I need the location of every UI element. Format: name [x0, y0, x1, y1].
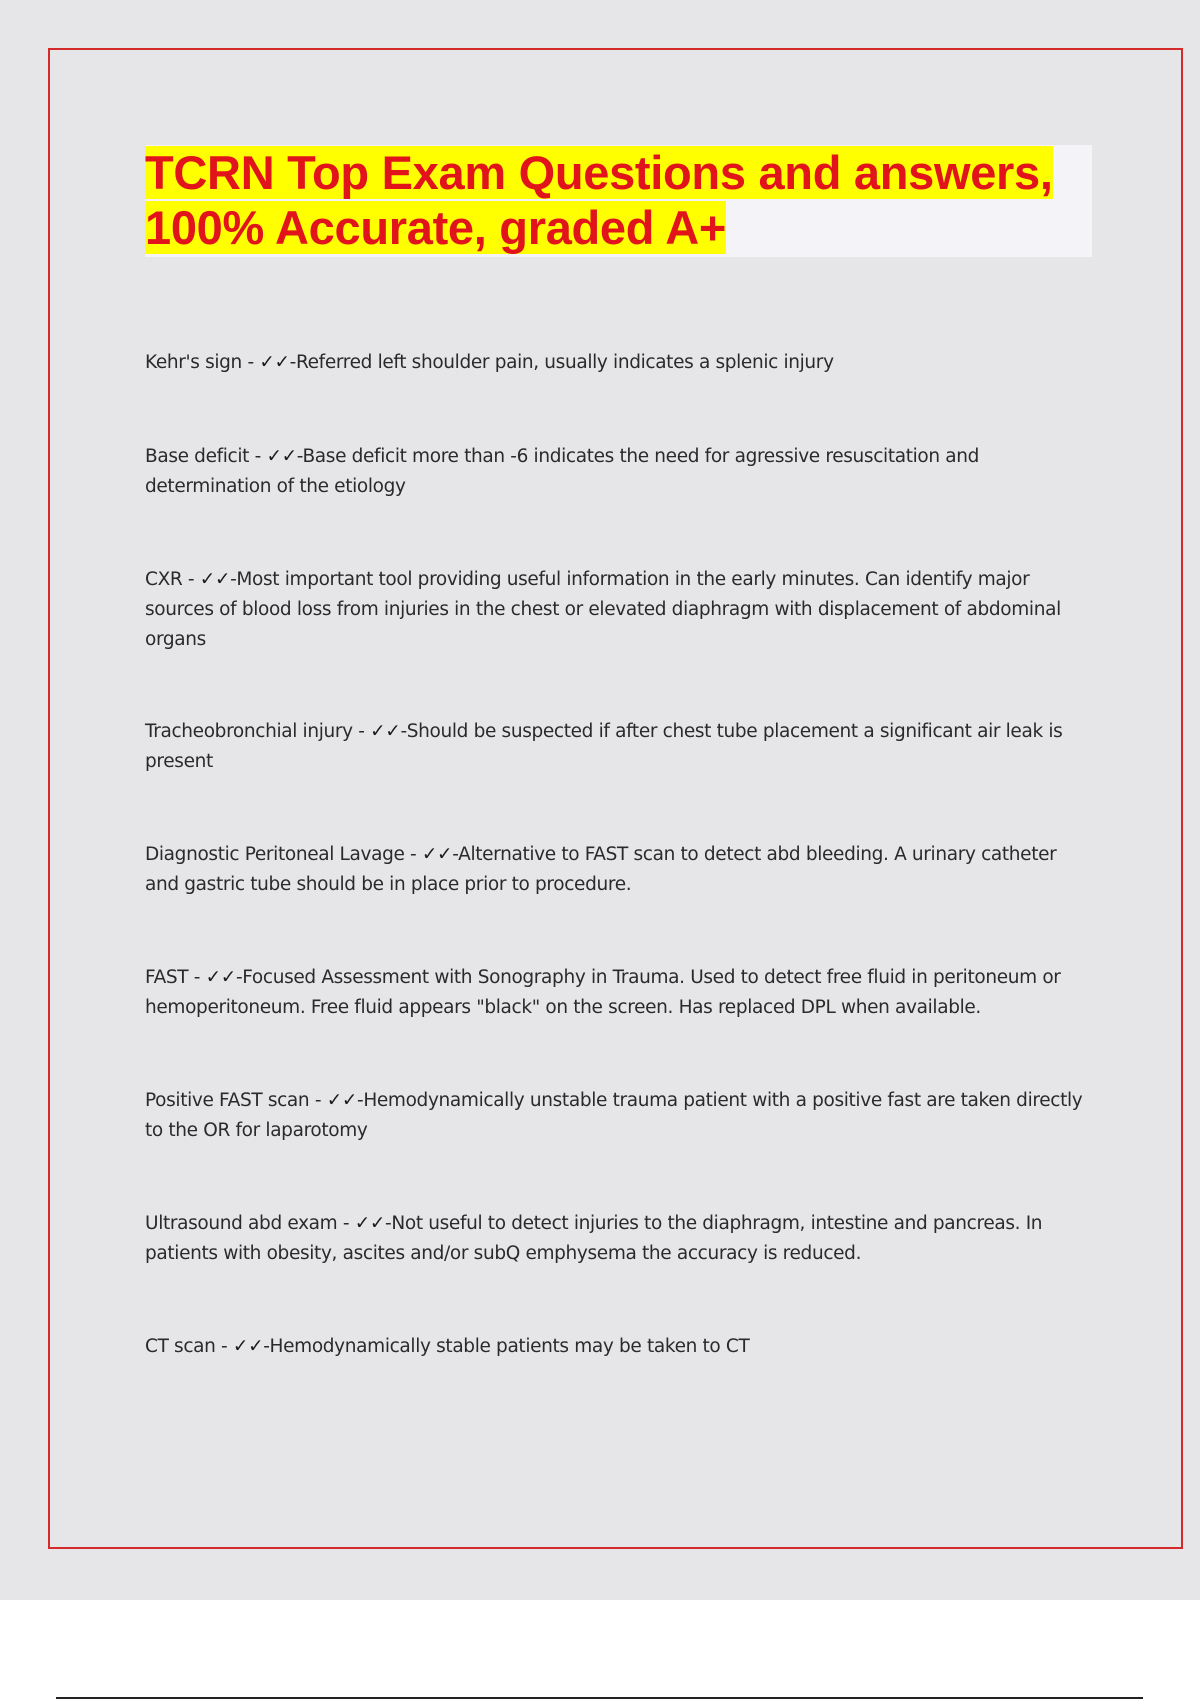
qa-term: CXR -: [145, 569, 200, 590]
check-icon: ✓✓: [354, 1213, 386, 1234]
qa-answer: -Not useful to detect injuries to the diaphragm, intestine and pancreas. In patients with obesity, ascites and/or subQ emphysema the accuracy is reduced.: [145, 1213, 1043, 1264]
qa-answer: -Focused Assessment with Sonography in Trauma. Used to detect free fluid in peritoneum or hemoperitoneum. Free fluid appears "black" on the screen. Has replaced DPL when available.: [145, 967, 1061, 1018]
qa-item: [145, 565, 1085, 655]
qa-term: FAST -: [145, 967, 206, 988]
qa-item: [145, 963, 1085, 1023]
qa-term: Ultrasound abd exam -: [145, 1213, 355, 1234]
qa-term: Diagnostic Peritoneal Lavage -: [145, 844, 422, 865]
qa-answer: -Referred left shoulder pain, usually indicates a splenic injury: [289, 352, 834, 373]
qa-term: Base deficit -: [145, 446, 267, 467]
check-icon: ✓✓: [232, 1336, 264, 1357]
document-title: [145, 145, 1092, 255]
check-icon: ✓✓: [326, 1090, 357, 1111]
footer-divider: [56, 1697, 1143, 1699]
qa-answer: -Base deficit more than -6 indicates the need for agressive resuscitation and determination of the etiology: [145, 446, 980, 497]
qa-answer: -Most important tool providing useful information in the early minutes. Can identify major sources of blood loss from injuries in the chest or elevated diaphragm with displacement of abdominal organs: [145, 569, 1061, 650]
check-icon: ✓✓: [266, 446, 297, 467]
qa-answer: -Alternative to FAST scan to detect abd bleeding. A urinary catheter and gastric tube should be in place prior to procedure.: [145, 844, 1057, 895]
qa-answer: -Hemodynamically stable patients may be taken to CT: [263, 1336, 750, 1357]
qa-term: Tracheobronchial injury -: [145, 721, 371, 742]
qa-item: [145, 840, 1085, 900]
check-icon: ✓✓: [259, 352, 290, 373]
page-border-frame: [48, 48, 1183, 1549]
qa-answer: -Hemodynamically unstable trauma patient with a positive fast are taken directly to the OR for laparotomy: [145, 1090, 1083, 1141]
qa-item: [145, 1086, 1085, 1146]
qa-item: [145, 717, 1085, 777]
title-block: [145, 145, 1092, 257]
qa-item: [145, 442, 1085, 502]
qa-term: Positive FAST scan -: [145, 1090, 327, 1111]
check-icon: ✓✓: [421, 844, 453, 865]
title-highlight: TCRN Top Exam Questions and answers, 100% Accurate, graded A+: [145, 146, 1053, 254]
qa-item: [145, 1209, 1085, 1269]
check-icon: ✓✓: [199, 569, 231, 590]
qa-term: Kehr's sign -: [145, 352, 260, 373]
check-icon: ✓✓: [370, 721, 401, 742]
qa-answer: -Should be suspected if after chest tube placement a significant air leak is present: [145, 721, 1063, 772]
qa-item: [145, 1332, 1085, 1362]
check-icon: ✓✓: [205, 967, 236, 988]
qa-term: CT scan -: [145, 1336, 233, 1357]
qa-item: [145, 348, 1085, 378]
